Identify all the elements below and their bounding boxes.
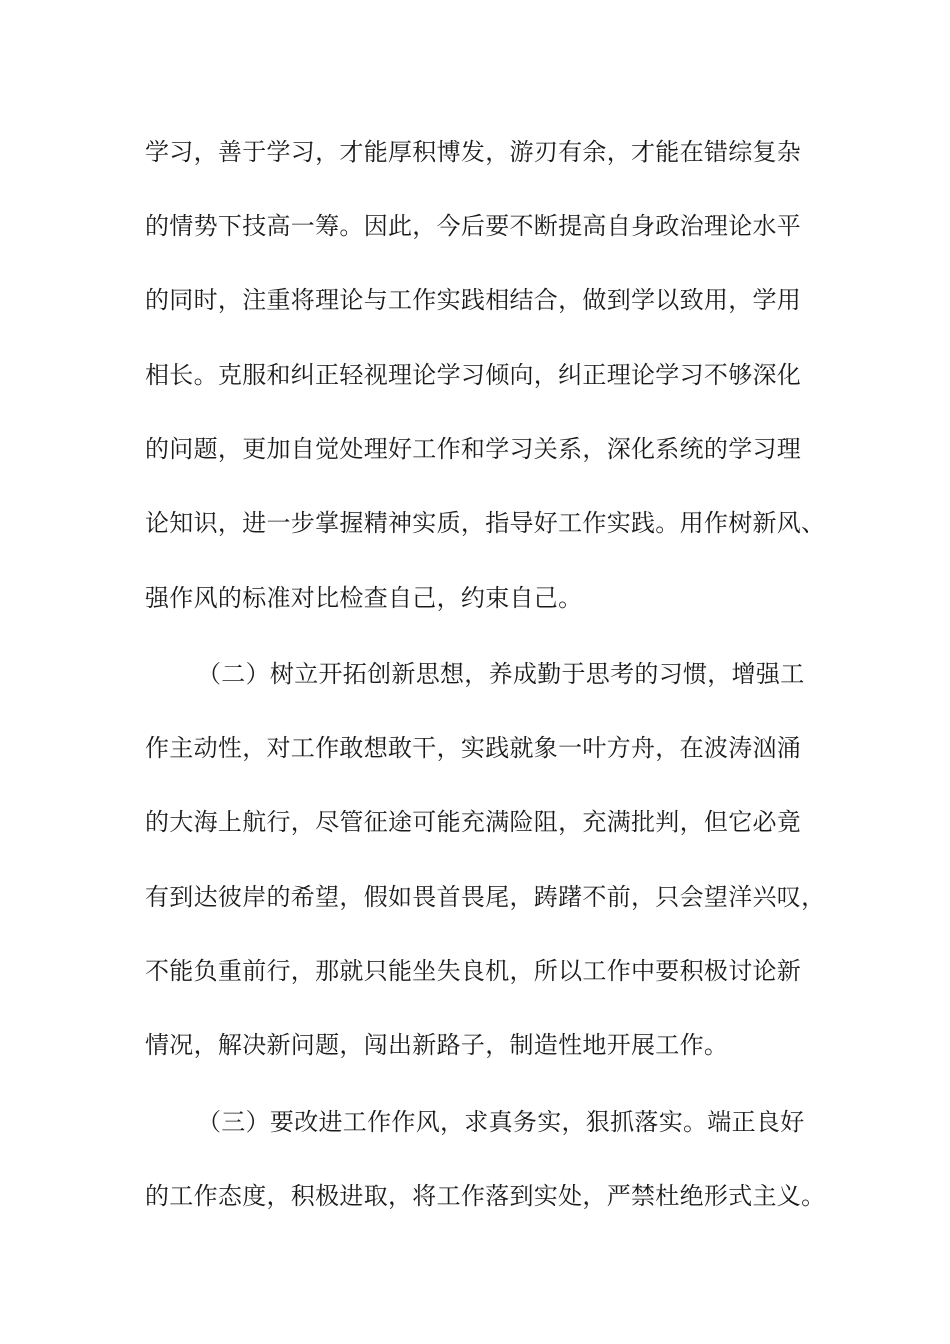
body-text-line: 强作风的标准对比检查自己，约束自己。 — [145, 584, 583, 612]
body-text-line: 论知识，进一步掌握精神实质，指导好工作实践。用作树新风、 — [145, 509, 826, 537]
body-text-line: 学习，善于学习，才能厚积博发，游刃有余，才能在错综复杂 — [145, 138, 802, 166]
body-text-line: 情况，解决新问题，闯出新路子，制造性地开展工作。 — [145, 1031, 729, 1059]
paragraph-heading-3: （三）要改进工作作风，求真务实，狠抓落实。端正良好 — [197, 1108, 805, 1136]
body-text-line: 相长。克服和纠正轻视理论学习倾向，纠正理论学习不够深化 — [145, 361, 802, 389]
body-text-line: 的工作态度，积极进取，将工作落到实处，严禁杜绝形式主义。 — [145, 1182, 826, 1210]
body-text-line: 的同时，注重将理论与工作实践相结合，做到学以致用，学用 — [145, 286, 802, 314]
paragraph-heading-2: （二）树立开拓创新思想，养成勤于思考的习惯，增强工 — [197, 660, 805, 688]
body-text-line: 的问题，更加自觉处理好工作和学习关系，深化系统的学习理 — [145, 435, 802, 463]
body-text-line: 的情势下技高一筹。因此，今后要不断提高自身政治理论水平 — [145, 212, 802, 240]
body-text-line: 有到达彼岸的希望，假如畏首畏尾，踌躇不前，只会望洋兴叹， — [145, 883, 826, 911]
body-text-line: 作主动性，对工作敢想敢干，实践就象一叶方舟，在波涛汹涌 — [145, 734, 802, 762]
body-text-line: 不能负重前行，那就只能坐失良机，所以工作中要积极讨论新 — [145, 957, 802, 985]
body-text-line: 的大海上航行，尽管征途可能充满险阻，充满批判，但它必竟 — [145, 808, 802, 836]
